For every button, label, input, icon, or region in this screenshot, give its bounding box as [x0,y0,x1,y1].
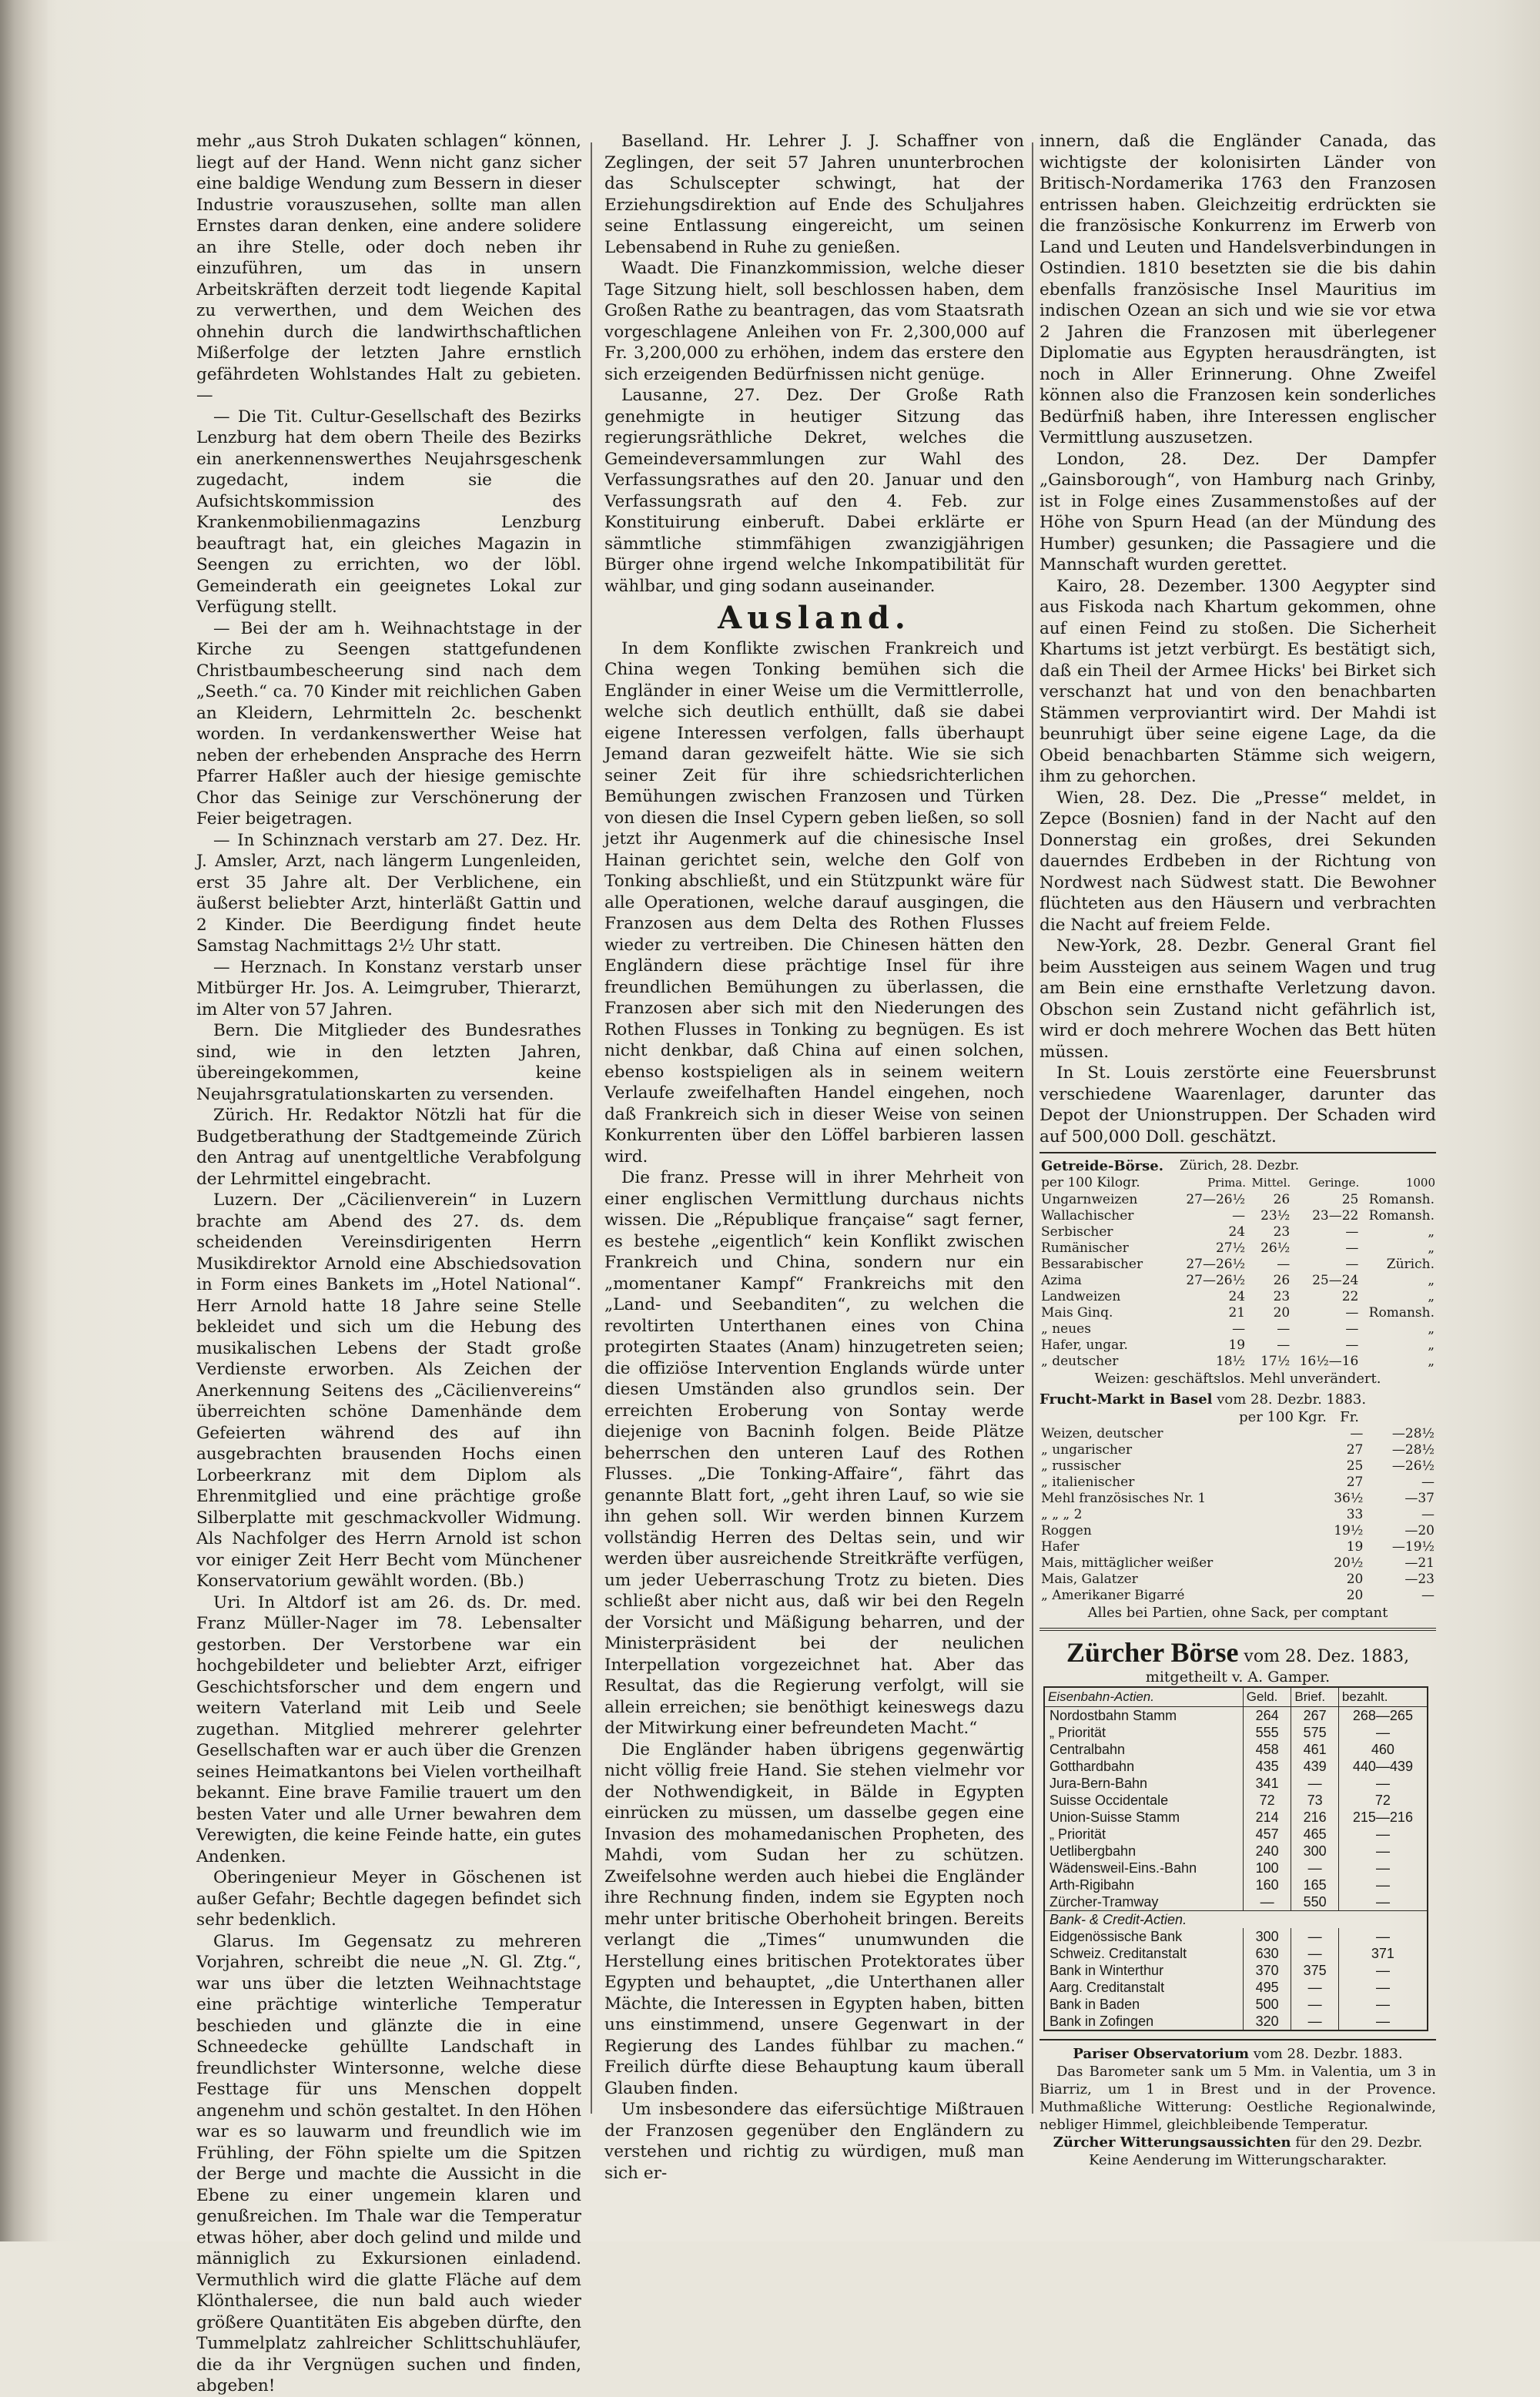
boerse-row [1044,1792,1428,1809]
row-label: Bank in Zofingen [1044,2013,1243,2030]
getreide-row [1040,1192,1436,1208]
boerse-row [1044,1809,1428,1826]
row-value: — [1338,1979,1428,1996]
getreide-row [1040,1337,1436,1354]
row-label: Roggen [1041,1523,1092,1538]
getreide-header: Geringe. [1308,1176,1360,1190]
column-1 [196,131,581,2395]
row-value: 27—26½ [1186,1273,1246,1288]
row-value: —37 [1404,1491,1435,1506]
boerse-row [1044,1996,1428,2013]
row-value: 214 [1243,1809,1291,1826]
row-value: Romansh. [1368,1192,1435,1207]
frucht-row [1040,1539,1436,1555]
row-value: 24 [1228,1224,1246,1240]
row-value: 19 [1346,1539,1364,1555]
boerse-rows-bank [1044,1928,1428,2030]
pariser-date: vom 28. Dezbr. 1883. [1253,2046,1403,2062]
article-paragraph: Die franz. Presse will in ihrer Mehrheit von einer englischen Vermittlung durchaus nichts wissen. Die „République française“ sagt ferner, es bestehe „eigentlich“ kein Konflikt zwischen Frankreich und China, sondern nur ein „momentaner Kampf“ Frankreichs mit den „Land- und Seebanditen“, zu welchen die revoltirten Unterthanen eines von China protegirten Staates (Anam) hinzugetreten seien; die offiziöse Intervention Englands würde unter diesen Umständen also grundlos sein. Der erreichten Eroberung von Sontay werde diejenige von Bacninh folgen. Beide Plätze beherrschen den unteren Lauf des Rothen Flusses. „Die Tonking-Affaire“, fährt das genannte Blatt fort, „geht ihren Lauf, so wie sie ihn gehen soll. Wir werden binnen Kurzem vollständig Herren des Deltas sein, und wir werden über ausreichende Streitkräfte verfügen, um jeder Ueberraschung Trotz zu bieten. Dies schließt aber nicht aus, daß wir bei den Regeln der Vorsicht und Mäßigung beharren, und der Ministerpräsident bei der neulichen Interpellation vorgezeichnet hat. Aber das Resultat, das die Regierung verfolgt, will sie allein erreichen; sie benöthigt keineswegs dazu der Mitwirkung einer befreundeten Macht.“ [604,1168,1024,1738]
frucht-note: Alles bei Partien, ohne Sack, per comptant [1087,1605,1388,1621]
row-value: „ [1428,1321,1435,1337]
row-value: 36½ [1334,1491,1364,1506]
getreide-table [1040,1158,1436,1370]
row-value: —26½ [1391,1458,1435,1474]
frucht-markt [1040,1391,1436,1622]
row-value: — [1291,1860,1338,1876]
row-value: „ [1428,1224,1435,1240]
getreide-boerse [1040,1158,1436,1388]
row-label: „ russischer [1041,1458,1121,1474]
row-label: Mais, mittäglicher weißer [1041,1555,1214,1571]
row-value: — [1338,1860,1428,1876]
article-paragraph: In dem Konflikte zwischen Frankreich und China wegen Tonking bemühen sich die Engländer in einer Weise um die Vermittlerrolle, welche sich deutlich enthüllt, daß sie dabei eigene Interessen verfolgen, falls überhaupt Jemand daran gezweifelt hätte. Wie sie sich seiner Zeit für ihre schiedsrichterlichen Bemühungen zwischen Franzosen und Türken von diesen die Insel Cypern geben ließen, so soll jetzt ihr Augenmerk auf die chinesische Insel Hainan gerichtet sein, welche den Golf von Tonking abschließt, und ein Stützpunkt wäre für alle Operationen, welche darauf ausgingen, die Franzosen aus dem Delta des Rothen Flusses wieder zu vertreiben. Die Chinesen hätten den Engländern diese prächtige Insel für ihre freundlichen Bemühungen zu überlassen, die Franzosen aber sich mit den Niederungen des Rothen Flusses in Tonking zu begnügen. Es ist nicht denkbar, daß China auf einen solchen, ebenso kostspieligen als in seinem weitern Verlaufe zweifelhaften Handel eingehen, noch daß Frankreich sich in dieser Weise von seinen Konkurrenten über den Löffel barbieren lassen wird. [604,638,1024,1167]
getreide-row [1040,1321,1436,1337]
row-value: 460 [1338,1741,1428,1758]
row-value: 268—265 [1338,1707,1428,1725]
row-value: 27 [1346,1475,1364,1490]
boerse-header: Eisenbahn-Actien. [1044,1687,1243,1707]
getreide-header: Prima. [1207,1176,1247,1190]
row-value: „ [1428,1337,1435,1353]
getreide-row [1040,1273,1436,1289]
boerse-row [1044,1860,1428,1876]
row-value: 371 [1338,1945,1428,1962]
row-value: 160 [1243,1876,1291,1893]
getreide-header: Mittel. [1251,1176,1291,1190]
row-value: — [1345,1305,1359,1321]
column-rule-right [1032,142,1033,2114]
getreide-place: Zürich, 28. Dezbr. [1179,1158,1300,1173]
row-value: 72 [1243,1792,1291,1809]
boerse-header: bezahlt. [1338,1687,1428,1707]
zuercher-wetter-date: für den 29. Dezbr. [1295,2134,1423,2151]
article-paragraph: Kairo, 28. Dezember. 1300 Aegypter sind aus Fiskoda nach Khartum gekommen, ohne auf einen Feind zu stoßen. Die Sicherheit Khartums ist jetzt verbürgt. Es bestätigt sich, daß ein Theil der Armee Hicks' bei Birket sich verschanzt hat und von den benachbarten Stämmen verproviantirt wird. Der Mahdi ist beunruhigt über seine eigene Lage, da die Obeid benachbarten Stämme sich weigern, ihm zu gehorchen. [1040,576,1436,786]
row-label: Eidgenössische Bank [1044,1928,1243,1945]
row-label: „ „ „ 2 [1041,1507,1083,1522]
row-value: 19 [1228,1337,1246,1353]
article-paragraph: In St. Louis zerstörte eine Feuersbrunst verschiedene Waarenlager, darunter das Depot der Unionstruppen. Der Schaden wird auf 500,000 Doll. geschätzt. [1040,1063,1436,1147]
row-label: Bank in Baden [1044,1996,1243,2013]
row-value: — [1277,1257,1291,1272]
article-paragraph: — Bei der am h. Weihnachtstage in der Kirche zu Seengen stattgefundenen Christbaumbescheerung sind nach dem „Seeth.“ ca. 70 Kinder mit reichlichen Gaben an Kleidern, Lehrmitteln 2c. beschenkt worden. In verdankenswerther Weise hat neben der erhebenden Ansprache des Herrn Pfarrer Haßler auch der hiesige gemischte Chor das Seinige zur Verschönerung der Feier beigetragen. [196,618,581,829]
boerse-row [1044,1724,1428,1741]
boerse-row [1044,1843,1428,1860]
boerse-header: Brief. [1291,1687,1338,1707]
divider [1040,2039,1436,2040]
row-value: „ [1428,1240,1435,1256]
getreide-rows [1040,1192,1436,1370]
row-label: Aarg. Creditanstalt [1044,1979,1243,1996]
row-value: 26½ [1260,1240,1291,1256]
row-value: — [1421,1507,1435,1522]
row-label: Hafer, ungar. [1041,1337,1128,1353]
row-value: —20 [1404,1523,1435,1538]
row-value: — [1291,1928,1338,1945]
row-value: 500 [1243,1996,1291,2013]
zuercher-wetter-text: Keine Aenderung im Witterungscharakter. [1089,2152,1387,2168]
boerse-date: vom 28. Dez. 1883, [1244,1647,1410,1666]
row-value: — [1232,1208,1246,1224]
row-value: 630 [1243,1945,1291,1962]
boerse-table [1043,1686,1428,2031]
getreide-row [1040,1305,1436,1321]
row-label: Hafer [1041,1539,1080,1555]
row-value: 26 [1273,1273,1291,1288]
row-value: — [1421,1475,1435,1490]
frucht-rows [1040,1426,1436,1604]
getreide-header: 1000 [1405,1176,1435,1190]
row-label: Wallachischer [1041,1208,1134,1224]
row-value: 18½ [1215,1354,1246,1369]
boerse-row [1044,2013,1428,2030]
row-value: 100 [1243,1860,1291,1876]
row-value: Zürich. [1386,1257,1435,1272]
frucht-row [1040,1426,1436,1442]
article-paragraph: Glarus. Im Gegensatz zu mehreren Vorjahren, schreibt die neue „N. Gl. Ztg.“, war uns über die letzten Weihnachtstage eine prächtige winterliche Temperatur beschieden und glänzte die in eine Schneedecke gehüllte Landschaft in freundlichster Wintersonne, welche diese Festtage für uns Menschen doppelt angenehm und schön gestaltet. In den Höhen war es so lauwarm und freundlich wie im Frühling, der Föhn spielte um die Spitzen der Berge und machte die Aussicht in die Ebene zu einer ungemein klaren und genußreichen. Im Thale war die Temperatur etwas höher, aber doch gelind und milde und männiglich zu Exkursionen einladend. Vermuthlich wird die glatte Fläche auf dem Klönthalersee, die nun bald auch wieder größere Quantitäten Eis abgeben dürfte, den Tummelplatz zahlreicher Schlittschuhläufer, die da ihr Vergnügen suchen und finden, abgeben! [196,1931,581,2395]
row-label: „ Priorität [1044,1724,1243,1741]
row-value: 23—22 [1312,1208,1359,1224]
row-value: 72 [1338,1792,1428,1809]
row-value: Romansh. [1368,1305,1435,1321]
row-value: 555 [1243,1724,1291,1741]
row-value: — [1243,1893,1291,1911]
row-label: Rumänischer [1041,1240,1129,1256]
row-label: Schweiz. Creditanstalt [1044,1945,1243,1962]
article-paragraph: — Herznach. In Konstanz verstarb unser Mitbürger Hr. Jos. A. Leimgruber, Thierarzt, im Alter von 57 Jahren. [196,957,581,1019]
row-value: — [1345,1224,1359,1240]
row-value: 341 [1243,1775,1291,1792]
row-value: 550 [1291,1893,1338,1911]
article-paragraph: Bern. Die Mitglieder des Bundesrathes sind, wie in den letzten Jahren, übereingekommen, keine Neujahrsgratulationskarten zu versenden. [196,1021,581,1104]
row-value: 27½ [1215,1240,1246,1256]
row-value: 25 [1346,1458,1364,1474]
row-value: — [1345,1257,1359,1272]
article-paragraph: Wien, 28. Dez. Die „Presse“ meldet, in Zepce (Bosnien) fand in der Nacht auf den Donnerstag ein großes, drei Sekunden dauerndes Erdbeben in der Richtung von Nordwest nach Südwest statt. Die Bewohner flüchteten aus den Häusern und verbrachten die Nacht auf freiem Felde. [1040,788,1436,935]
row-value: —19½ [1391,1539,1435,1555]
row-value: —28½ [1391,1426,1435,1441]
frucht-date: vom 28. Dezbr. 1883. [1217,1391,1367,1408]
row-value: 20 [1346,1572,1364,1587]
row-label: „ italienischer [1041,1475,1135,1490]
row-value: 495 [1243,1979,1291,1996]
boerse-row [1044,1707,1428,1725]
boerse-row [1044,1893,1428,1911]
row-label: Landweizen [1041,1289,1121,1304]
row-value: Romansh. [1368,1208,1435,1224]
column-3 [1040,131,1436,2168]
row-value: — [1338,1876,1428,1893]
boerse-row [1044,1741,1428,1758]
row-value: 267 [1291,1707,1338,1725]
book-spine [0,0,48,2241]
zuercher-wetter-title: Zürcher Witterungsaussichten [1053,2134,1291,2151]
boerse-row [1044,1876,1428,1893]
row-value: 216 [1291,1809,1338,1826]
row-value: 20½ [1334,1555,1364,1571]
row-value: — [1338,1775,1428,1792]
frucht-unit: per 100 Kgr. [1239,1409,1327,1425]
row-label: Ungarnweizen [1041,1192,1138,1207]
section-heading-ausland: Ausland. [718,600,911,636]
boerse-row [1044,1945,1428,1962]
frucht-row [1040,1588,1436,1604]
row-value: — [1338,1893,1428,1911]
article-paragraph: New-York, 28. Dezbr. General Grant fiel beim Aussteigen aus seinem Wagen und trug am Bein eine ernsthafte Verletzung davon. Obschon sein Zustand nicht gefährlich ist, wird er doch mehrere Wochen das Bett hüten müssen. [1040,936,1436,1062]
getreide-row [1040,1257,1436,1273]
row-value: 439 [1291,1758,1338,1775]
row-label: Mehl französisches Nr. 1 [1041,1491,1207,1506]
row-value: 575 [1291,1724,1338,1741]
row-value: 457 [1243,1826,1291,1843]
row-value: — [1232,1321,1246,1337]
boerse-byline: mitgetheilt v. A. Gamper. [1145,1669,1331,1686]
row-value: — [1291,2013,1338,2030]
row-value: 435 [1243,1758,1291,1775]
frucht-row [1040,1442,1436,1458]
row-value: 300 [1243,1928,1291,1945]
row-value: 465 [1291,1826,1338,1843]
getreide-note: Weizen: geschäftslos. Mehl unverändert. [1094,1371,1381,1387]
row-value: — [1291,1996,1338,2013]
row-value: — [1338,1928,1428,1945]
row-label: Gotthardbahn [1044,1758,1243,1775]
frucht-row [1040,1507,1436,1523]
row-value: — [1338,1996,1428,2013]
row-value: — [1291,1979,1338,1996]
boerse-row [1044,1775,1428,1792]
row-value: — [1277,1321,1291,1337]
row-label: „ ungarischer [1041,1442,1133,1458]
getreide-row [1040,1289,1436,1305]
row-value: 23 [1273,1289,1291,1304]
row-value: 27—26½ [1186,1192,1246,1207]
zuercher-boerse [1040,1637,1436,2031]
boerse-row [1044,1826,1428,1843]
row-value: 458 [1243,1741,1291,1758]
getreide-unit: per 100 Kilogr. [1041,1175,1140,1190]
article-paragraph: Die Engländer haben übrigens gegenwärtig nicht völlig freie Hand. Sie stehen vielmehr vor der Nothwendigkeit, in Bälde in Egypten einrücken zu müssen, um dasselbe gegen eine Invasion des mohamedanischen Propheten, des Mahdi, vom Sudan her zu schützen. Zweifelsohne werden auch hiebei die Engländer ihre Rechnung finden, indem sie Egypten noch mehr unter britische Oberhoheit bringen. Bereits verlangt die „Times“ unumwunden die Herstellung eines britischen Protektorates über Egypten und behauptet, „die Unterthanen aller Mächte, die Interessen in Egypten haben, bitten uns einstimmend, unsere Gegenwart in der Regierung des Landes fühlbar zu machen.“ Freilich dürfte diese Behauptung kaum überall Glauben finden. [604,1739,1024,2098]
row-value: 21 [1228,1305,1246,1321]
row-value: 23 [1273,1224,1291,1240]
article-paragraph: Oberingenieur Meyer in Göschenen ist außer Gefahr; Bechtle dagegen befindet sich sehr bedenklich. [196,1868,581,1930]
boerse-row [1044,1758,1428,1775]
frucht-row [1040,1491,1436,1507]
article-paragraph: — In Schinznach verstarb am 27. Dez. Hr. J. Amsler, Arzt, nach längerm Lungenleiden, erst 35 Jahre alt. Der Verblichene, ein äußerst beliebter Arzt, hinterläßt Gattin und 2 Kinder. Die Beerdigung findet heute Samstag Nachmittags 2½ Uhr statt. [196,830,581,956]
frucht-row [1040,1475,1436,1491]
row-value: 17½ [1260,1354,1291,1369]
row-value: — [1345,1240,1359,1256]
row-value: — [1338,1826,1428,1843]
row-value: 370 [1243,1962,1291,1979]
row-value: 27—26½ [1186,1257,1246,1272]
row-value: 375 [1291,1962,1338,1979]
getreide-row [1040,1240,1436,1257]
boerse-row [1044,1928,1428,1945]
getreide-title: Getreide-Börse. [1041,1158,1163,1174]
row-value: „ [1428,1289,1435,1304]
row-label: Suisse Occidentale [1044,1792,1243,1809]
row-value: 440—439 [1338,1758,1428,1775]
row-value: — [1291,1945,1338,1962]
article-paragraph: Lausanne, 27. Dez. Der Große Rath genehmigte in heutiger Sitzung das regierungsräthliche Dekret, welches die Gemeindeversammlungen zur Wahl des Verfassungsrathes auf den 20. Januar und den Verfassungsrath auf den 4. Feb. zur Konstituirung einberuft. Dabei erklärte er sämmtliche stimmfähigen zwanzigjährigen Bürger ohne irgend welche Inkompatibilität für wählbar, und ging sodann auseinander. [604,386,1024,596]
article-paragraph: mehr „aus Stroh Dukaten schlagen“ können, liegt auf der Hand. Wenn nicht ganz sicher eine baldige Wendung zum Bessern in dieser Industrie vorauszusehen, sollte man allen Ernstes daran denken, eine andere solidere an ihre Stelle, oder doch neben ihr einzuführen, um das in unsern Arbeitskräften derzeit todt liegende Kapital zu verwerthen, und dem Weichen des ohnehin durch die landwirthschaftlichen Mißerfolge der letzten Jahre ernstlich gefährdeten Wohlstandes Halt zu gebieten. — [196,132,581,405]
row-value: 240 [1243,1843,1291,1860]
row-label: „ Priorität [1044,1826,1243,1843]
row-value: 264 [1243,1707,1291,1725]
row-value: 300 [1291,1843,1338,1860]
row-value: 461 [1291,1741,1338,1758]
article-paragraph: Uri. In Altdorf ist am 26. ds. Dr. med. Franz Müller-Nager im 78. Lebensalter gestorben. Der Verstorbene war ein hochgebildeter und beliebter Arzt, eifriger Geschichtsforscher und dem engern und weitern Vaterland mit Leib und Seele zugethan. Mitglied mehrerer gelehrter Gesellschaften war er auch über die Grenzen seines Heimatkantons bei Vielen vortheilhaft bekannt. Eine brave Familie trauert um den besten Vater und alle Urner bewahren dem Verewigten, die keine Feinde hatte, ein gutes Andenken. [196,1592,581,1866]
row-label: Centralbahn [1044,1741,1243,1758]
article-paragraph: — Die Tit. Cultur-Gesellschaft des Bezirks Lenzburg hat dem obern Theile des Bezirks ein anerkennenswerthes Neujahrsgeschenk zugedacht, indem sie die Aufsichtskommission des Krankenmobilienmagazins Lenzburg beauftragt hat, ein gleiches Magazin in Seengen zu errichten, wo der löbl. Gemeinderath ein geeignetes Lokal zur Verfügung stellt. [196,407,581,617]
frucht-currency: Fr. [1340,1409,1359,1425]
row-value: 27 [1346,1442,1364,1458]
row-value: „ [1428,1273,1435,1288]
row-value: 320 [1243,2013,1291,2030]
column-2 [604,131,1024,2183]
boerse-row [1044,1979,1428,1996]
getreide-row [1040,1208,1436,1224]
row-label: Arth-Rigibahn [1044,1876,1243,1893]
boerse-header: Geld. [1243,1687,1291,1707]
row-value: 22 [1341,1289,1359,1304]
row-value: 73 [1291,1792,1338,1809]
frucht-table [1040,1426,1436,1604]
row-value: 215—216 [1338,1809,1428,1826]
row-label: Weizen, deutscher [1041,1426,1163,1441]
getreide-row [1040,1354,1436,1370]
article-paragraph: London, 28. Dez. Der Dampfer „Gainsborough“, von Hamburg nach Grinby, ist in Folge eines Zusammenstoßes auf der Höhe von Spurn Head (an der Mündung des Humber) gesunken; die Passagiere und die Mannschaft wurden gerettet. [1040,449,1436,574]
row-value: 25—24 [1312,1273,1359,1288]
row-label: Mais Ginq. [1041,1305,1113,1321]
row-value: —21 [1404,1555,1435,1571]
row-label: Union-Suisse Stamm [1044,1809,1243,1826]
row-label: Bank in Winterthur [1044,1962,1243,1979]
column-rule-left [591,142,592,2114]
frucht-row [1040,1523,1436,1539]
boerse-rows-eisenbahn [1044,1707,1428,1911]
boerse-title: Zürcher Börse [1066,1637,1239,1668]
row-value: — [1421,1588,1435,1603]
pariser-observatorium [1040,2045,1436,2169]
row-label: „ Amerikaner Bigarré [1041,1588,1185,1603]
getreide-row [1040,1224,1436,1240]
row-value: — [1338,1724,1428,1741]
row-label: Uetlibergbahn [1044,1843,1243,1860]
row-value: — [1338,1962,1428,1979]
pariser-title: Pariser Observatorium [1073,2046,1250,2062]
row-value: 24 [1228,1289,1246,1304]
row-value: — [1350,1426,1364,1441]
boerse-row [1044,1962,1428,1979]
frucht-row [1040,1572,1436,1588]
row-value: 33 [1346,1507,1364,1522]
row-label: Bessarabischer [1041,1257,1143,1272]
row-label: Mais, Galatzer [1041,1572,1138,1587]
row-value: — [1345,1321,1359,1337]
article-paragraph: innern, daß die Engländer Canada, das wichtigste der kolonisirten Länder von Britisch-Nordamerika 1763 den Franzosen entrissen haben. Gleichzeitig erdrückten sie die französische Konkurrenz im Erwerb von Land und Leuten und Handelsverbindungen in Ostindien. 1810 besetzten sie die bis dahin ebenfalls französische Insel Mauritius im indischen Ozean an sich und wie sie vor etwa 2 Jahren die Franzosen mit überlegener Diplomatie aus Egypten herausdrängten, ist noch in Aller Erinnerung. Ohne Zweifel können also die Franzosen kein sonderliches Bedürfniß haben, ihre Interessen englischer Vermittlung auszusetzen. [1040,132,1436,447]
row-value: 16½—16 [1299,1354,1359,1369]
row-label: „ deutscher [1041,1354,1119,1369]
pariser-text: Das Barometer sank um 5 Mm. in Valentia, um 3 in Biarriz, um 1 in Brest und in der Provence. Muthmaßliche Witterung: Oestliche Regionalwinde, nebliger Himmel, gleichbleibende Temperatur. [1040,2064,1436,2133]
article-paragraph: Baselland. Hr. Lehrer J. J. Schaffner von Zeglingen, der seit 57 Jahren ununterbrochen das Schulscepter schwingt, hat der Erziehungsdirektion auf Ende des Schuljahres seine Entlassung eingereicht, um seinen Lebensabend in Ruhe zu genießen. [604,132,1024,257]
row-value: 20 [1273,1305,1291,1321]
row-value: 23½ [1260,1208,1291,1224]
row-label: Serbischer [1041,1224,1113,1240]
row-value: 20 [1346,1588,1364,1603]
row-value: — [1291,1775,1338,1792]
row-value: 26 [1273,1192,1291,1207]
row-value: — [1338,2013,1428,2030]
row-value: —28½ [1391,1442,1435,1458]
row-label: Zürcher-Tramway [1044,1893,1243,1911]
row-value: — [1277,1337,1291,1353]
row-value: —23 [1404,1572,1435,1587]
row-label: Azima [1041,1273,1082,1288]
row-value: 19½ [1334,1523,1364,1538]
row-value: „ [1428,1354,1435,1369]
row-label: „ neues [1041,1321,1091,1337]
frucht-title: Frucht-Markt in Basel [1040,1391,1213,1408]
article-paragraph: Luzern. Der „Cäcilienverein“ in Luzern brachte am Abend des 27. ds. dem scheidenden Vereinsdirigenten Herrn Musikdirektor Arnold eine Abschiedsovation in Form eines Bankets im „Hotel National“. Herr Arnold hatte 18 Jahre seine Stelle bekleidet und sich um die Hebung des musikalischen Lebens der Stadt große Verdienste erworben. Als Zeichen der Anerkennung Seitens des „Cäcilienvereins“ überreichten schöne Damenhände dem Gefeierten während des auf ihn ausgebrachten brausenden Hochs einen Lorbeerkranz mit dem Diplom als Ehrenmitglied und eine prächtige große Silberplatte mit geschmackvoller Widmung. Als Nachfolger des Herrn Arnold ist schon vor einiger Zeit Herr Becht vom Münchener Konservatorium gewählt worden. (Bb.) [196,1190,581,1591]
article-paragraph: Zürich. Hr. Redaktor Nötzli hat für die Budgetberathung der Stadtgemeinde Zürich den Antrag auf unentgeltliche Verabfolgung der Lehrmittel eingebracht. [196,1106,581,1189]
article-paragraph: Um insbesondere das eifersüchtige Mißtrauen der Franzosen gegenüber den Engländern zu verstehen und richtig zu würdigen, muß man sich er- [604,2100,1024,2183]
row-value: 25 [1341,1192,1359,1207]
row-label: Jura-Bern-Bahn [1044,1775,1243,1792]
divider [1040,1152,1436,1153]
row-label: Wädensweil-Eins.-Bahn [1044,1860,1243,1876]
row-value: — [1338,1843,1428,1860]
frucht-row [1040,1458,1436,1475]
boerse-section: Bank- & Credit-Actien. [1044,1911,1428,1929]
row-value: — [1345,1337,1359,1353]
row-label: Nordostbahn Stamm [1044,1707,1243,1725]
divider [1040,1628,1436,1631]
frucht-row [1040,1555,1436,1572]
row-value: 165 [1291,1876,1338,1893]
article-paragraph: Waadt. Die Finanzkommission, welche dieser Tage Sitzung hielt, soll beschlossen haben, dem Großen Rathe zu beantragen, das vom Staatsrath vorgeschlagene Anleihen von Fr. 2,300,000 auf Fr. 3,200,000 zu erhöhen, indem das erstere den sich erzeigenden Bedürfnissen nicht genüge. [604,259,1024,384]
